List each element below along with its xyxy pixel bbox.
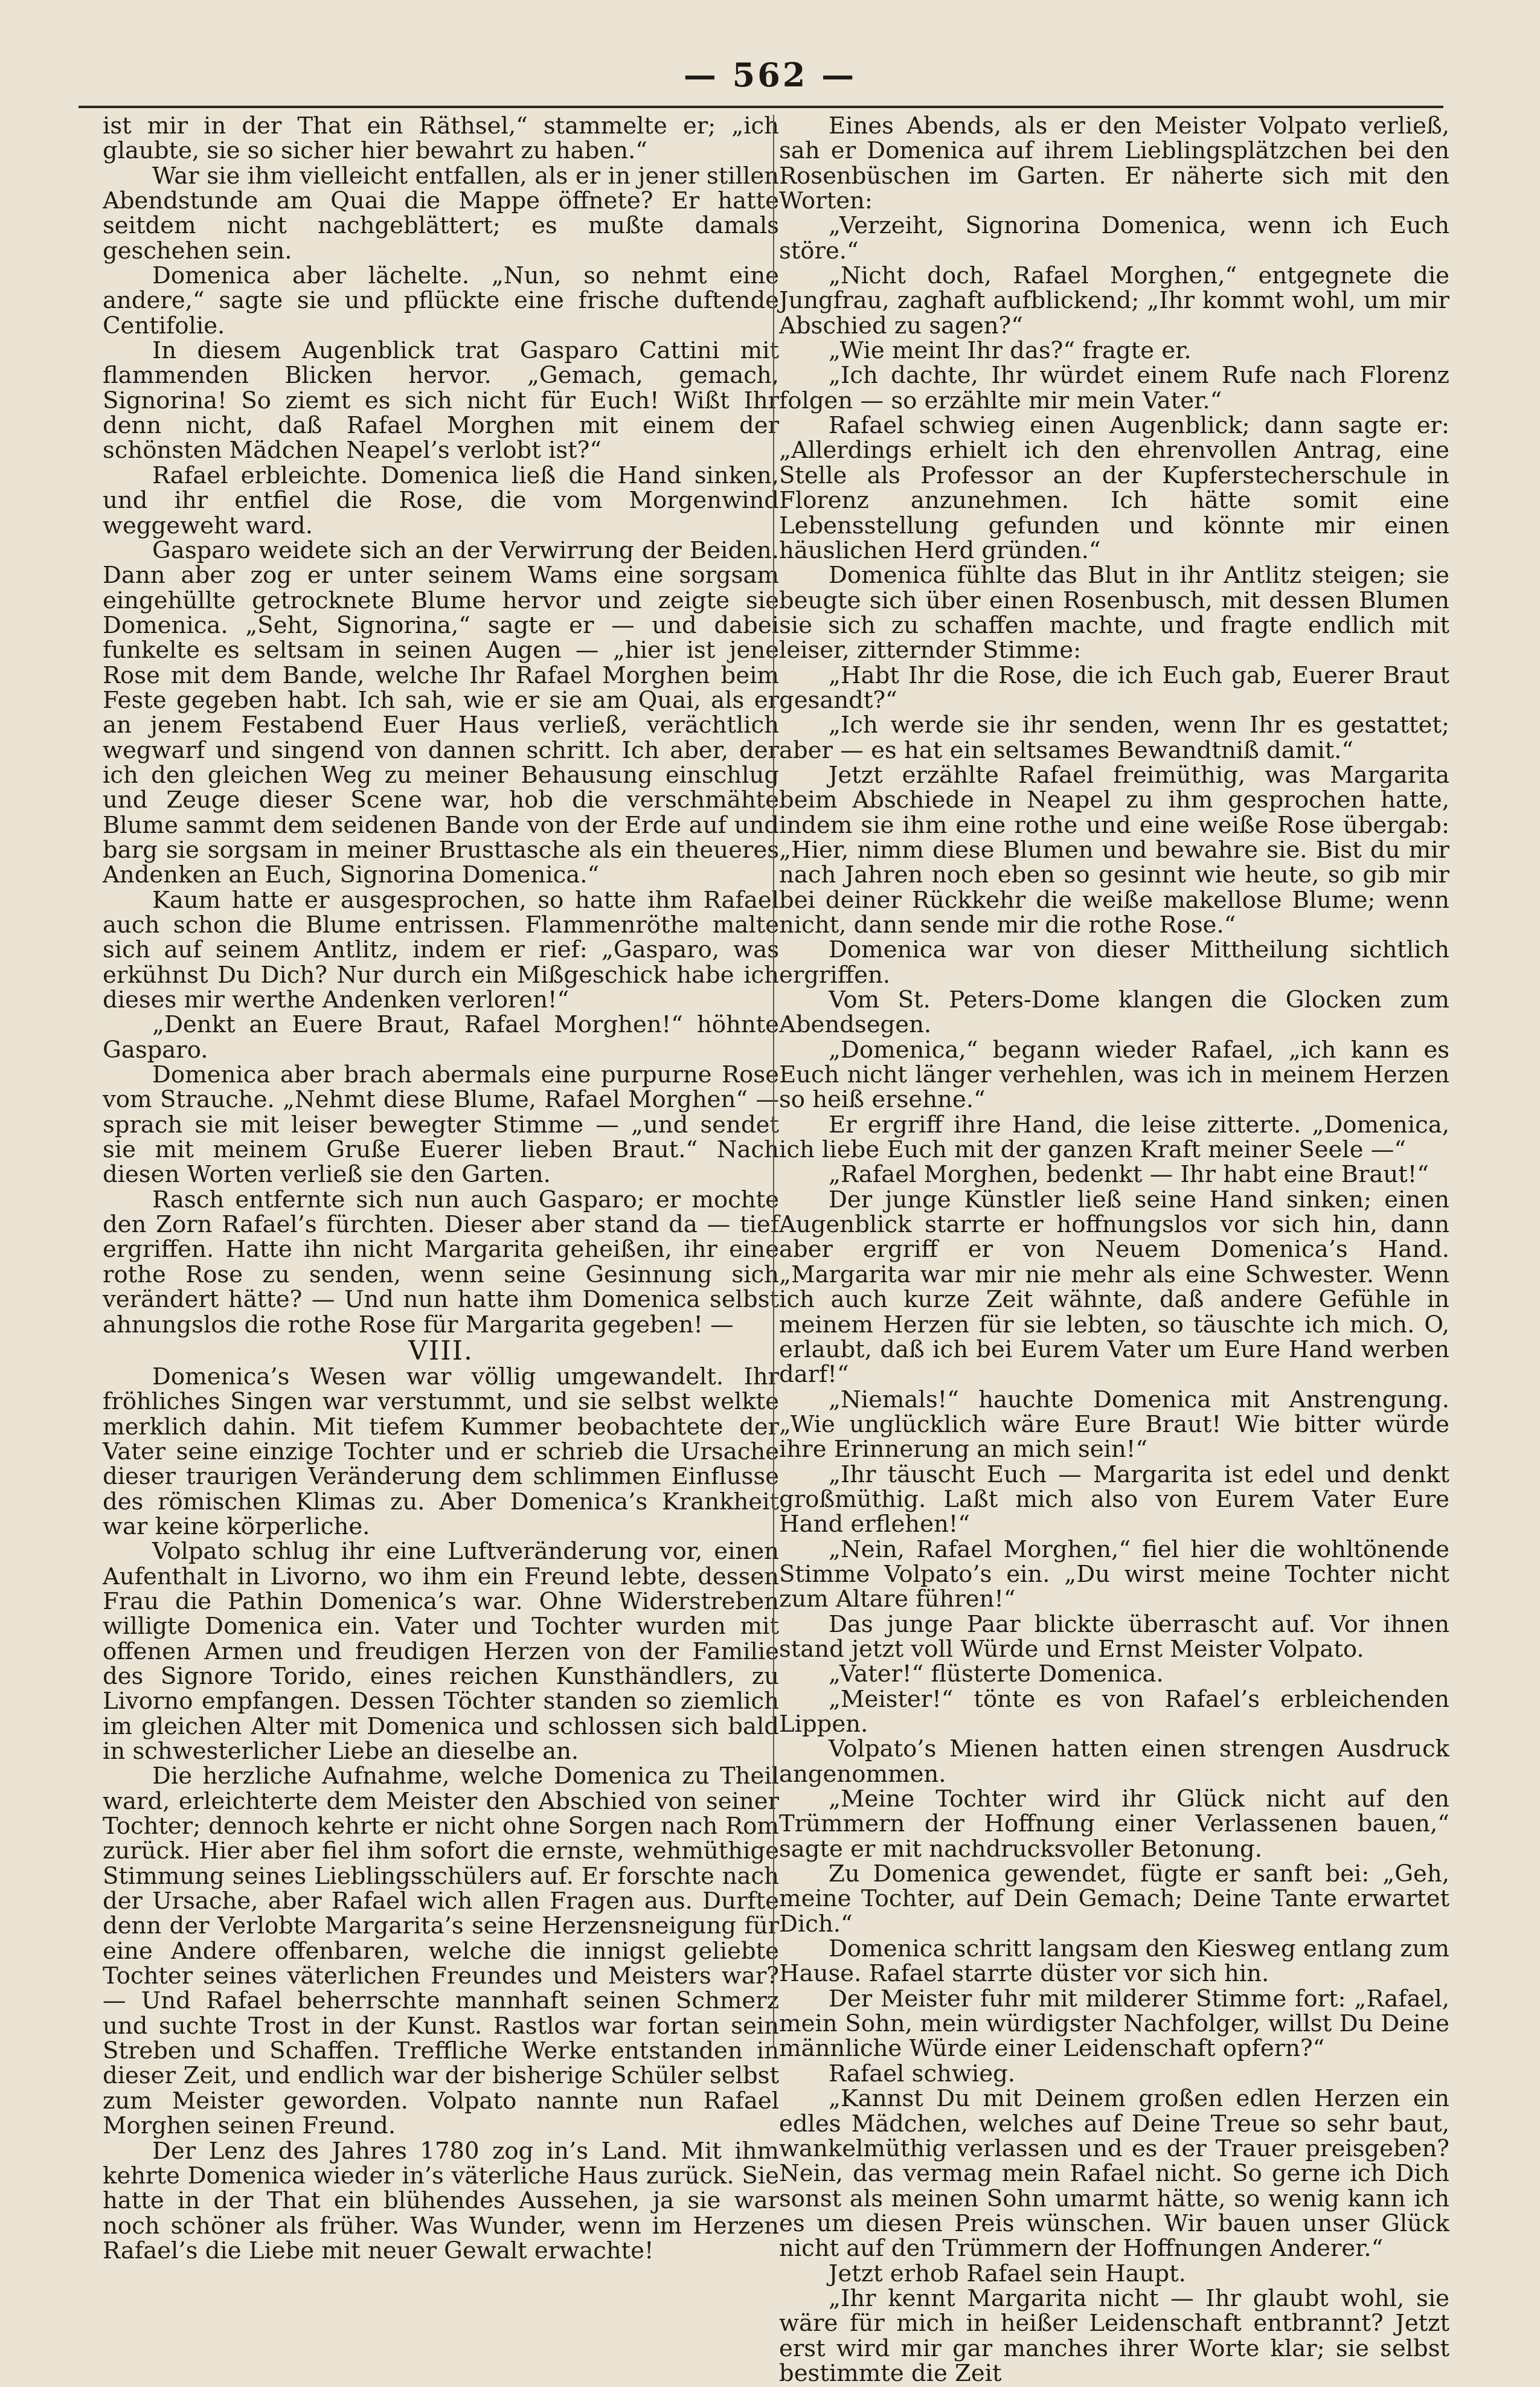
- paragraph: „Ihr täuscht Euch — Margarita ist edel und denkt großmüthig. Laßt mich also von Eurem Vater Eure Hand erflehen!“: [779, 1460, 1449, 1538]
- paragraph: „Ihr kennt Margarita nicht — Ihr glaubt wohl, sie wäre für mich in heißer Leidenschaft entbrannt? Jetzt erst wird mir gar manches ihrer Worte klar; sie selbst bestimmte die Zeit: [779, 2284, 1449, 2387]
- paragraph: Rafael schwieg.: [829, 2060, 1016, 2087]
- paragraph: Domenica schritt langsam den Kiesweg entlang zum Hause. Rafael starrte düster vor sich hin.: [779, 1935, 1449, 1988]
- paragraph: „Kannst Du mit Deinem großen edlen Herzen ein edles Mädchen, welches auf Deine Treue so sehr baut, wankelmüthig verlassen und es der Trauer preisgeben? Nein, das vermag mein Rafael nicht. So gerne ich Dich sonst als meinen Sohn umarmt hätte, so wenig kann ich es um diesen Preis wünschen. Wir bauen unser Glück nicht auf den Trümmern der Hoffnungen Anderer.“: [779, 2085, 1449, 2263]
- paragraph: Rasch entfernte sich nun auch Gasparo; er mochte den Zorn Rafael’s fürchten. Dieser aber stand da — tief ergriffen. Hatte ihn nicht Margarita geheißen, ihr eine rothe Rose zu senden, wenn seine Gesinnung sich verändert hätte? — Und nun hatte ihm Domenica selbst ahnungslos die rothe Rose für Margarita gegeben! —: [103, 1186, 779, 1338]
- paragraph: Domenica’s Wesen war völlig umgewandelt. Ihr fröhliches Singen war verstummt, und sie selbst welkte merklich dahin. Mit tiefem Kummer beobachtete der Vater seine einzige Tochter und er schrieb die Ursache dieser traurigen Veränderung dem schlimmen Einflusse des römischen Klimas zu. Aber Domenica’s Krankheit war keine körperliche.: [103, 1363, 779, 1540]
- paragraph: Der Meister fuhr mit milderer Stimme fort: „Rafael, mein Sohn, mein würdigster Nachfolger, willst Du Deine männliche Würde einer Leidenschaft opfern?“: [779, 1985, 1449, 2063]
- paragraph: Eines Abends, als er den Meister Volpato verließ, sah er Domenica auf ihrem Lieblingsplätzchen bei den Rosenbüschen im Garten. Er näherte sich mit den Worten:: [779, 112, 1449, 215]
- paragraph: „Meine Tochter wird ihr Glück nicht auf den Trümmern der Hoffnung einer Verlassenen bauen,“ sagte er mit nachdrucksvoller Betonung.: [779, 1785, 1449, 1863]
- paragraph: „Vater!“ flüsterte Domenica.: [829, 1660, 1164, 1688]
- paragraph: Rafael erbleichte. Domenica ließ die Hand sinken, und ihr entfiel die Rose, die vom Morgenwind weggeweht ward.: [103, 461, 779, 539]
- paragraph: Jetzt erhob Rafael sein Haupt.: [829, 2260, 1186, 2287]
- paragraph: Rafael schwieg einen Augenblick; dann sagte er: „Allerdings erhielt ich den ehrenvollen Antrag, eine Stelle als Professor an der Kupferstecherschule in Florenz anzunehmen. Ich hätte somit eine Lebensstellung gefunden und könnte mir einen häuslichen Herd gründen.“: [779, 412, 1449, 564]
- column-divider: [773, 115, 774, 2048]
- paragraph: Volpato’s Mienen hatten einen strengen Ausdruck angenommen.: [779, 1735, 1449, 1788]
- paragraph: Kaum hatte er ausgesprochen, so hatte ihm Rafael auch schon die Blume entrissen. Flammenröthe malte sich auf seinem Antlitz, indem er rief: „Gasparo, was erkühnst Du Dich? Nur durch ein Mißgeschick habe ich dieses mir werthe Andenken verloren!“: [103, 886, 779, 1014]
- paragraph: „Wie meint Ihr das?“ fragte er.: [829, 337, 1192, 365]
- paragraph: „Nicht doch, Rafael Morghen,“ entgegnete die Jungfrau, zaghaft aufblickend; „Ihr kommt wohl, um mir Abschied zu sagen?“: [779, 262, 1449, 339]
- paragraph: „Niemals!“ hauchte Domenica mit Anstrengung. „Wie unglücklich wäre Eure Braut! Wie bitter würde ihre Erinnerung an mich sein!“: [779, 1386, 1449, 1463]
- section-heading: VIII.: [408, 1335, 473, 1366]
- paragraph: „Ich dachte, Ihr würdet einem Rufe nach Florenz folgen — so erzählte mir mein Vater.“: [779, 362, 1449, 414]
- paragraph: „Ich werde sie ihr senden, wenn Ihr es gestattet; aber — es hat ein seltsames Bewandtniß damit.“: [779, 712, 1449, 764]
- paragraph: Domenica aber brach abermals eine purpurne Rose vom Strauche. „Nehmt diese Blume, Rafael Morghen“ — sprach sie mit leiser bewegter Stimme — „und sendet sie mit meinem Gruße Euerer lieben Braut.“ Nach diesen Worten verließ sie den Garten.: [103, 1061, 779, 1189]
- paragraph: „Domenica,“ begann wieder Rafael, „ich kann es Euch nicht länger verhehlen, was ich in meinem Herzen so heiß ersehne.“: [779, 1036, 1449, 1114]
- paragraph: Der Lenz des Jahres 1780 zog in’s Land. Mit ihm kehrte Domenica wieder in’s väterliche Haus zurück. Sie hatte in der That ein blühendes Aussehen, ja sie war noch schöner als früher. Was Wunder, wenn im Herzen Rafael’s die Liebe mit neuer Gewalt erwachte!: [103, 2137, 779, 2264]
- paragraph: „Rafael Morghen, bedenkt — Ihr habt eine Braut!“: [829, 1161, 1429, 1189]
- paragraph: „Habt Ihr die Rose, die ich Euch gab, Euerer Braut gesandt?“: [779, 661, 1449, 714]
- paragraph: Zu Domenica gewendet, fügte er sanft bei: „Geh, meine Tochter, auf Dein Gemach; Deine Tante erwartet Dich.“: [779, 1860, 1449, 1938]
- paragraph: Jetzt erzählte Rafael freimüthig, was Margarita beim Abschiede in Neapel zu ihm gesprochen hatte, indem sie ihm eine rothe und eine weiße Rose übergab: „Hier, nimm diese Blumen und bewahre sie. Bist du mir nach Jahren noch eben so gesinnt wie heute, so gib mir bei deiner Rückkehr die weiße makellose Blume; wenn nicht, dann sende mir die rothe Rose.“: [779, 761, 1449, 939]
- paragraph: Volpato schlug ihr eine Luftveränderung vor, einen Aufenthalt in Livorno, wo ihm ein Freund lebte, dessen Frau die Pathin Domenica’s war. Ohne Widerstreben willigte Domenica ein. Vater und Tochter wurden mit offenen Armen und freudigen Herzen von der Familie des Signore Torido, eines reichen Kunsthändlers, zu Livorno empfangen. Dessen Töchter standen so ziemlich im gleichen Alter mit Domenica und schlossen sich bald in schwesterlicher Liebe an dieselbe an.: [103, 1538, 779, 1765]
- paragraph: „Nein, Rafael Morghen,“ fiel hier die wohltönende Stimme Volpato’s ein. „Du wirst meine Tochter nicht zum Altare führen!“: [779, 1535, 1449, 1613]
- page-number: — 562 —: [683, 56, 857, 94]
- paragraph: Gasparo weidete sich an der Verwirrung der Beiden. Dann aber zog er unter seinem Wams eine sorgsam eingehüllte getrocknete Blume hervor und zeigte sie Domenica. „Seht, Signorina,“ sagte er — und dabei funkelte es seltsam in seinen Augen — „hier ist jene Rose mit dem Bande, welche Ihr Rafael Morghen beim Feste gegeben habt. Ich sah, wie er sie am Quai, als er an jenem Festabend Euer Haus verließ, verächtlich wegwarf und singend von dannen schritt. Ich aber, der ich den gleichen Weg zu meiner Behausung einschlug und Zeuge dieser Scene war, hob die verschmähte Blume sammt dem seidenen Bande von der Erde auf und barg sie sorgsam in meiner Brusttasche als ein theueres Andenken an Euch, Signorina Domenica.“: [103, 536, 779, 889]
- paragraph: Er ergriff ihre Hand, die leise zitterte. „Domenica, ich liebe Euch mit der ganzen Kraft meiner Seele —“: [779, 1111, 1449, 1164]
- paragraph: „Meister!“ tönte es von Rafael’s erbleichenden Lippen.: [779, 1685, 1449, 1738]
- left-column: [103, 112, 779, 2264]
- paragraph: Domenica war von dieser Mittheilung sichtlich ergriffen.: [779, 936, 1449, 989]
- paragraph: ist mir in der That ein Räthsel,“ stammelte er; „ich glaubte, sie so sicher hier bewahrt zu haben.“: [103, 112, 779, 165]
- paragraph: Die herzliche Aufnahme, welche Domenica zu Theil ward, erleichterte dem Meister den Abschied von seiner Tochter; dennoch kehrte er nicht ohne Sorgen nach Rom zurück. Hier aber fiel ihm sofort die ernste, wehmüthige Stimmung seines Lieblingsschülers auf. Er forschte nach der Ursache, aber Rafael wich allen Fragen aus. Durfte denn der Verlobte Margarita’s seine Herzensneigung für eine Andere offenbaren, welche die innigst geliebte Tochter seines väterlichen Freundes und Meisters war? — Und Rafael beherrschte mannhaft seinen Schmerz und suchte Trost in der Kunst. Rastlos war fortan sein Streben und Schaffen. Treffliche Werke entstanden in dieser Zeit, und endlich war der bisherige Schüler selbst zum Meister geworden. Volpato nannte nun Rafael Morghen seinen Freund.: [103, 1762, 779, 2140]
- paragraph: „Denkt an Euere Braut, Rafael Morghen!“ höhnte Gasparo.: [103, 1011, 779, 1064]
- right-column: [779, 112, 1449, 2387]
- paragraph: „Verzeiht, Signorina Domenica, wenn ich Euch störe.“: [779, 212, 1449, 265]
- header-rule: [79, 106, 1443, 108]
- paragraph: Domenica fühlte das Blut in ihr Antlitz steigen; sie beugte sich über einen Rosenbusch, mit dessen Blumen sie sich zu schaffen machte, und fragte endlich mit leiser, zitternder Stimme:: [779, 562, 1449, 664]
- paragraph: Das junge Paar blickte überrascht auf. Vor ihnen stand jetzt voll Würde und Ernst Meister Volpato.: [779, 1610, 1449, 1663]
- paragraph: War sie ihm vielleicht entfallen, als er in jener stillen Abendstunde am Quai die Mappe öffnete? Er hatte seitdem nicht nachgeblättert; es mußte damals geschehen sein.: [103, 162, 779, 265]
- paragraph: Domenica aber lächelte. „Nun, so nehmt eine andere,“ sagte sie und pflückte eine frische duftende Centifolie.: [103, 262, 779, 339]
- paragraph: In diesem Augenblick trat Gasparo Cattini mit flammenden Blicken hervor. „Gemach, gemach, Signorina! So ziemt es sich nicht für Euch! Wißt Ihr denn nicht, daß Rafael Morghen mit einem der schönsten Mädchen Neapel’s verlobt ist?“: [103, 337, 779, 464]
- paragraph: Vom St. Peters-Dome klangen die Glocken zum Abendsegen.: [779, 986, 1449, 1039]
- paragraph: Der junge Künstler ließ seine Hand sinken; einen Augenblick starrte er hoffnungslos vor sich hin, dann aber ergriff er von Neuem Domenica’s Hand. „Margarita war mir nie mehr als eine Schwester. Wenn ich auch kurze Zeit wähnte, daß andere Gefühle in meinem Herzen für sie lebten, so täuschte ich mich. O, erlaubt, daß ich bei Eurem Vater um Eure Hand werben darf!“: [779, 1186, 1449, 1389]
